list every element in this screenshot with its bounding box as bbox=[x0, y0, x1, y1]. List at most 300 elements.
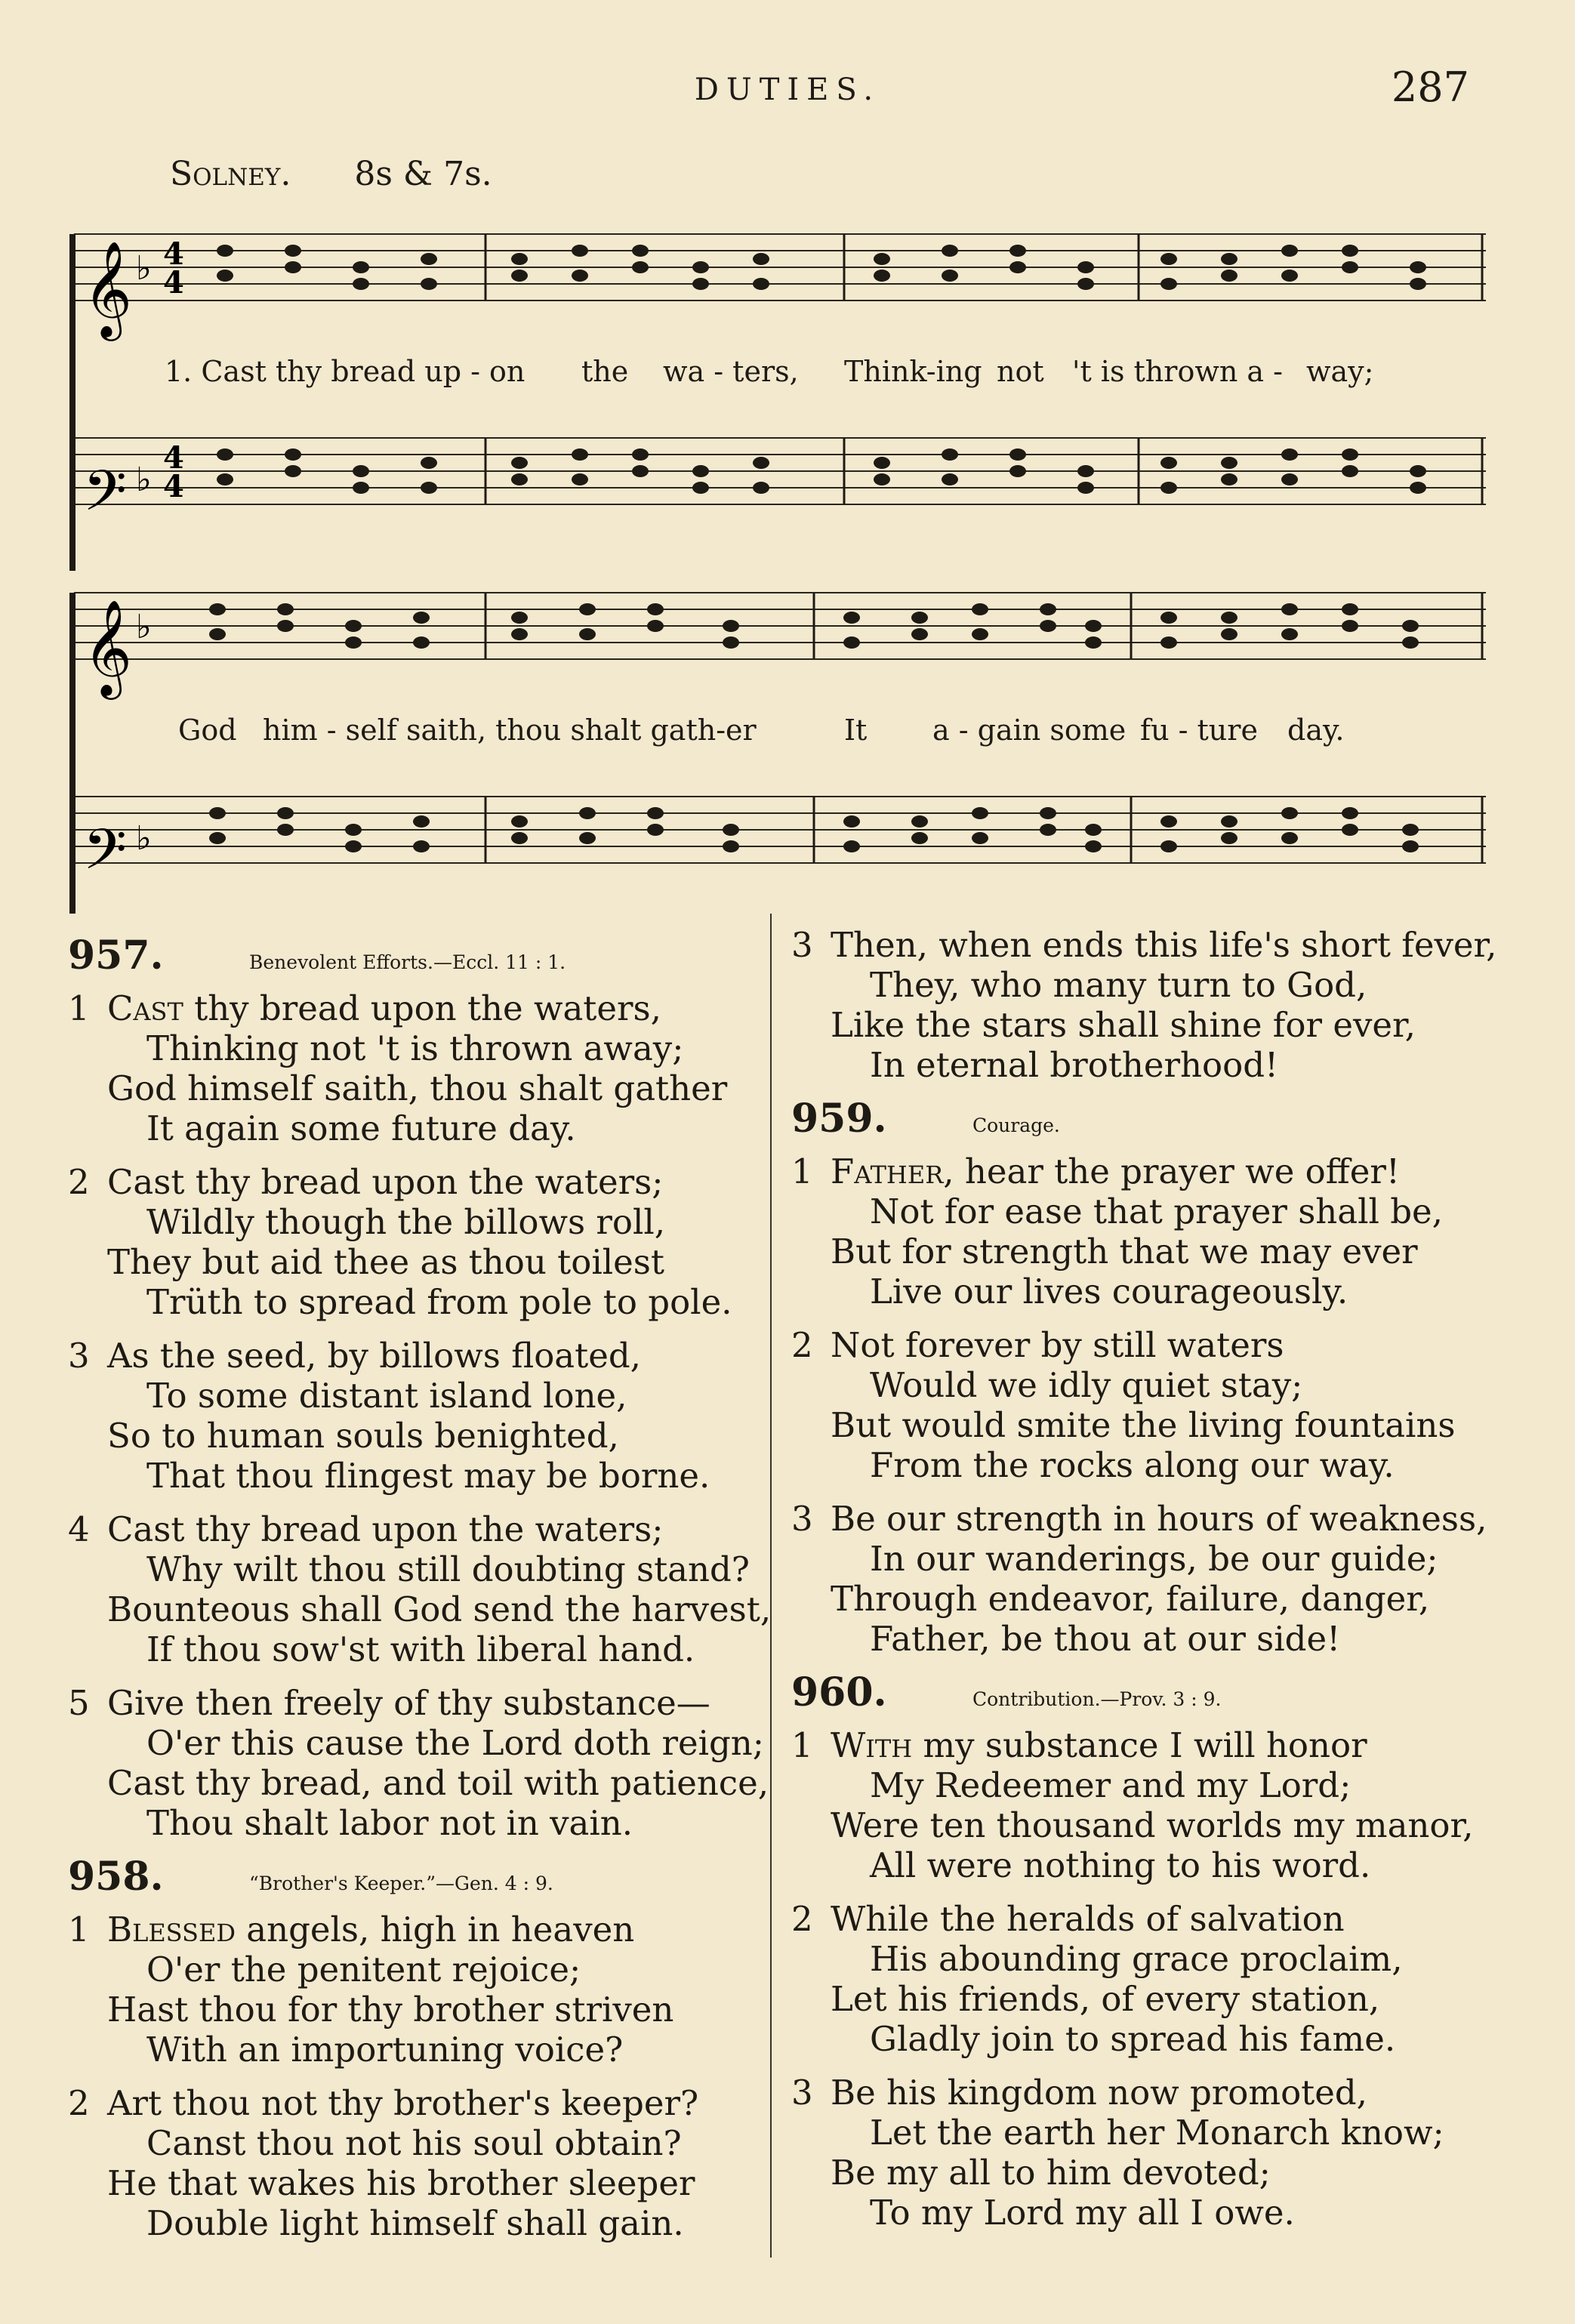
lyric-syllables: way; bbox=[1306, 355, 1374, 388]
note-head bbox=[911, 628, 928, 640]
verse-text: Let the earth her Monarch know; bbox=[870, 2113, 1444, 2153]
note-head bbox=[1160, 815, 1177, 828]
verse-text: His abounding grace proclaim, bbox=[870, 1939, 1403, 1979]
verse-lead-word: With bbox=[831, 1725, 913, 1765]
note-head bbox=[632, 465, 649, 477]
verse-text bbox=[107, 1683, 710, 1723]
verse-line bbox=[791, 1405, 1509, 1445]
note-head bbox=[1009, 448, 1026, 461]
column-divider bbox=[770, 914, 772, 2258]
note-head bbox=[1281, 473, 1298, 485]
verse-text: Thou shalt labor not in vain. bbox=[146, 1803, 633, 1843]
note-head bbox=[413, 815, 430, 828]
note-head bbox=[217, 448, 233, 461]
note-head bbox=[1009, 465, 1026, 477]
note-head bbox=[1410, 261, 1426, 273]
verse-text: With an importuning voice? bbox=[146, 2030, 624, 2070]
verse-text: To some distant island lone, bbox=[146, 1376, 627, 1416]
verse-line bbox=[791, 1191, 1509, 1231]
verse-text: Canst thou not his soul obtain? bbox=[146, 2123, 682, 2163]
verse-line bbox=[791, 2073, 1509, 2113]
note-head bbox=[1402, 620, 1419, 632]
verse-text: He that wakes his brother sleeper bbox=[107, 2163, 695, 2203]
page-number: 287 bbox=[1391, 63, 1469, 111]
note-head bbox=[511, 832, 528, 844]
note-head bbox=[511, 253, 528, 265]
note-head bbox=[942, 448, 958, 461]
verse-text: My Redeemer and my Lord; bbox=[870, 1765, 1352, 1805]
verse-text: If thou sow'st with liberal hand. bbox=[146, 1629, 695, 1669]
verse-line bbox=[791, 965, 1509, 1005]
note-head bbox=[1221, 270, 1238, 282]
stanza-number: 1 bbox=[68, 988, 90, 1028]
verse-lead-word: Cast bbox=[107, 988, 183, 1028]
verse-line bbox=[68, 1990, 747, 2030]
lyric-syllables: It bbox=[844, 714, 868, 747]
note-head bbox=[692, 278, 709, 290]
note-head bbox=[753, 482, 769, 494]
verse-line bbox=[791, 2153, 1509, 2193]
stanza-number: 3 bbox=[68, 1336, 90, 1376]
verse-line bbox=[68, 1456, 747, 1496]
verse-line bbox=[68, 2123, 747, 2163]
note-head bbox=[1040, 807, 1056, 819]
verse-line bbox=[791, 1899, 1509, 1939]
stanza bbox=[68, 1909, 747, 2070]
verse-line bbox=[68, 1683, 747, 1723]
verse-line bbox=[791, 1271, 1509, 1311]
note-head bbox=[911, 612, 928, 624]
verse-text: Cast thy bread upon the waters; bbox=[107, 1509, 664, 1549]
verse-line bbox=[68, 2083, 747, 2123]
note-head bbox=[511, 815, 528, 828]
verse-text: Like the stars shall shine for ever, bbox=[831, 1005, 1416, 1045]
note-head bbox=[217, 270, 233, 282]
note-head bbox=[413, 612, 430, 624]
note-head bbox=[843, 840, 860, 852]
verse-text: They, who many turn to God, bbox=[870, 965, 1367, 1005]
note-head bbox=[753, 278, 769, 290]
verse-text bbox=[831, 1151, 1400, 1191]
note-head bbox=[1160, 253, 1177, 265]
verse-text: Thinking not 't is thrown away; bbox=[146, 1028, 684, 1068]
note-head bbox=[1085, 620, 1102, 632]
verse-line bbox=[791, 1445, 1509, 1485]
note-head bbox=[209, 832, 226, 844]
stanza bbox=[791, 1325, 1509, 1485]
note-head bbox=[1342, 807, 1358, 819]
verse-text: thy bread upon the waters, bbox=[183, 988, 661, 1028]
treble-clef-icon: 𝄞 bbox=[83, 240, 133, 337]
verse-text: All were nothing to his word. bbox=[870, 1845, 1371, 1885]
time-signature: 4 bbox=[163, 236, 184, 272]
note-head bbox=[1160, 840, 1177, 852]
note-head bbox=[285, 448, 301, 461]
note-head bbox=[572, 245, 588, 257]
verse-line bbox=[791, 1619, 1509, 1659]
hymn-number: 957. bbox=[68, 932, 164, 979]
note-head bbox=[579, 603, 596, 615]
stanza-number: 2 bbox=[68, 2083, 90, 2123]
note-head bbox=[413, 636, 430, 649]
flat-sign-icon: ♭ bbox=[136, 819, 152, 858]
stanza-number: 3 bbox=[791, 2073, 813, 2113]
stanza bbox=[68, 2083, 747, 2243]
verse-text bbox=[107, 1162, 663, 1202]
verse-text: Live our lives courageously. bbox=[870, 1271, 1348, 1311]
verse-text: Double light himself shall gain. bbox=[146, 2203, 684, 2243]
stanza bbox=[791, 2073, 1509, 2233]
note-head bbox=[874, 253, 890, 265]
note-head bbox=[843, 612, 860, 624]
note-head bbox=[942, 473, 958, 485]
note-head bbox=[1009, 261, 1026, 273]
verse-line bbox=[68, 2203, 747, 2243]
note-head bbox=[572, 448, 588, 461]
hymn-header bbox=[68, 932, 747, 982]
note-head bbox=[345, 636, 362, 649]
verse-line bbox=[68, 1950, 747, 1990]
right-column bbox=[791, 925, 1509, 2246]
stanza bbox=[791, 1151, 1509, 1311]
note-head bbox=[1402, 824, 1419, 836]
stanza-number: 1 bbox=[68, 1909, 90, 1950]
stanza-number: 3 bbox=[791, 925, 813, 965]
verse-line bbox=[68, 1589, 772, 1629]
note-head bbox=[572, 270, 588, 282]
note-head bbox=[1160, 482, 1177, 494]
note-head bbox=[345, 824, 362, 836]
verse-text: Let his friends, of every station, bbox=[831, 1979, 1380, 2019]
verse-text: O'er the penitent rejoice; bbox=[146, 1950, 581, 1990]
note-head bbox=[421, 482, 437, 494]
left-column bbox=[68, 925, 772, 2257]
note-head bbox=[511, 457, 528, 469]
note-head bbox=[209, 603, 226, 615]
note-head bbox=[421, 253, 437, 265]
stanza-number: 2 bbox=[791, 1325, 813, 1365]
stanza-number: 3 bbox=[791, 1499, 813, 1539]
lyric-syllables: day. bbox=[1287, 714, 1345, 747]
verse-line bbox=[791, 2193, 1509, 2233]
note-head bbox=[874, 270, 890, 282]
time-signature: 4 bbox=[163, 440, 184, 476]
verse-text: As the seed, by billows floated, bbox=[107, 1336, 641, 1376]
verse-line bbox=[68, 1723, 764, 1763]
note-head bbox=[1221, 473, 1238, 485]
note-head bbox=[1281, 628, 1298, 640]
verse-text: , hear the prayer we offer! bbox=[943, 1151, 1400, 1191]
lyric-syllables: wa - ters, bbox=[663, 355, 799, 388]
note-head bbox=[1410, 482, 1426, 494]
note-head bbox=[692, 482, 709, 494]
stanza bbox=[68, 1509, 772, 1669]
note-head bbox=[572, 473, 588, 485]
verse-text: Cast thy bread upon the waters; bbox=[107, 1162, 664, 1202]
verse-text bbox=[831, 925, 1496, 965]
running-head: DUTIES. bbox=[694, 72, 881, 107]
note-head bbox=[579, 832, 596, 844]
note-head bbox=[874, 473, 890, 485]
note-head bbox=[579, 628, 596, 640]
note-head bbox=[723, 824, 739, 836]
note-head bbox=[647, 620, 664, 632]
note-head bbox=[353, 261, 369, 273]
hymn-header bbox=[68, 1854, 747, 1903]
note-head bbox=[692, 465, 709, 477]
verse-text: That thou flingest may be borne. bbox=[146, 1456, 710, 1496]
note-head bbox=[1342, 824, 1358, 836]
note-head bbox=[911, 815, 928, 828]
note-head bbox=[1221, 457, 1238, 469]
verse-line bbox=[68, 988, 747, 1028]
verse-line bbox=[791, 1045, 1509, 1085]
verse-text: angels, high in heaven bbox=[235, 1909, 635, 1950]
note-head bbox=[345, 840, 362, 852]
hymn-reference: Benevolent Efforts.—Eccl. 11 : 1. bbox=[249, 951, 566, 973]
note-head bbox=[1077, 465, 1094, 477]
verse-lead-word: Blessed bbox=[107, 1909, 236, 1950]
verse-text bbox=[107, 1909, 634, 1950]
verse-text bbox=[107, 988, 661, 1028]
note-head bbox=[511, 628, 528, 640]
verse-text: But would smite the living fountains bbox=[831, 1405, 1456, 1445]
note-head bbox=[942, 270, 958, 282]
verse-line bbox=[68, 1162, 747, 1202]
note-head bbox=[843, 636, 860, 649]
note-head bbox=[1410, 278, 1426, 290]
note-head bbox=[217, 473, 233, 485]
note-head bbox=[1281, 807, 1298, 819]
verse-text bbox=[831, 2073, 1367, 2113]
verse-text bbox=[831, 1899, 1345, 1939]
verse-line bbox=[68, 1376, 747, 1416]
verse-text: my substance I will honor bbox=[912, 1725, 1367, 1765]
verse-text: From the rocks along our way. bbox=[870, 1445, 1395, 1485]
note-head bbox=[1221, 253, 1238, 265]
stanza-number: 5 bbox=[68, 1683, 90, 1723]
note-head bbox=[1077, 261, 1094, 273]
note-head bbox=[1221, 815, 1238, 828]
verse-line bbox=[791, 1979, 1509, 2019]
note-head bbox=[1281, 245, 1298, 257]
stanza bbox=[68, 1162, 747, 1322]
lyric-syllables: fu - ture bbox=[1140, 714, 1258, 747]
stanza bbox=[791, 1899, 1509, 2059]
lyric-syllables: 't is thrown a - bbox=[1072, 355, 1283, 388]
verse-line bbox=[68, 1336, 747, 1376]
flat-sign-icon: ♭ bbox=[136, 461, 152, 499]
verse-text: Gladly join to spread his fame. bbox=[870, 2019, 1396, 2059]
note-head bbox=[1221, 832, 1238, 844]
note-head bbox=[1040, 620, 1056, 632]
verse-line bbox=[791, 2113, 1509, 2153]
hymn-number: 960. bbox=[791, 1669, 887, 1715]
staff-lines bbox=[74, 234, 1486, 863]
music-score bbox=[66, 219, 1501, 914]
verse-text: Wildly though the billows roll, bbox=[146, 1202, 666, 1242]
stanza bbox=[68, 1683, 769, 1843]
verse-line bbox=[68, 1242, 747, 1282]
time-signature: 4 bbox=[163, 469, 184, 504]
verse-line bbox=[791, 1325, 1509, 1365]
stanza-number: 2 bbox=[68, 1162, 90, 1202]
lyric-syllables: God bbox=[178, 714, 237, 747]
note-head bbox=[1009, 245, 1026, 257]
verse-text: Then, when ends this life's short fever, bbox=[831, 925, 1497, 965]
note-head bbox=[1077, 482, 1094, 494]
note-head bbox=[421, 457, 437, 469]
note-head bbox=[1160, 278, 1177, 290]
verse-text bbox=[107, 2083, 698, 2123]
stanza-number: 4 bbox=[68, 1509, 90, 1549]
note-head bbox=[647, 603, 664, 615]
verse-line bbox=[791, 925, 1509, 965]
verse-line bbox=[791, 1805, 1509, 1845]
note-head bbox=[1077, 278, 1094, 290]
note-head bbox=[874, 457, 890, 469]
verse-line bbox=[791, 1151, 1509, 1191]
verse-line bbox=[791, 1539, 1509, 1579]
note-head bbox=[753, 253, 769, 265]
note-head bbox=[972, 832, 988, 844]
note-head bbox=[511, 473, 528, 485]
flat-sign-icon: ♭ bbox=[136, 249, 152, 288]
verse-line bbox=[791, 1005, 1509, 1045]
note-head bbox=[285, 465, 301, 477]
note-head bbox=[942, 245, 958, 257]
verse-text: Not forever by still waters bbox=[831, 1325, 1284, 1365]
verse-line bbox=[791, 1365, 1509, 1405]
verse-text: Trüth to spread from pole to pole. bbox=[146, 1282, 732, 1322]
hymn-reference: “Brother's Keeper.”—Gen. 4 : 9. bbox=[249, 1872, 553, 1894]
note-head bbox=[1342, 620, 1358, 632]
lyric-syllables: Think-ing bbox=[844, 355, 982, 388]
verse-text: Be my all to him devoted; bbox=[831, 2153, 1271, 2193]
verse-text: O'er this cause the Lord doth reign; bbox=[146, 1723, 764, 1763]
note-head bbox=[277, 807, 294, 819]
note-head bbox=[723, 636, 739, 649]
treble-clef-icon: 𝄞 bbox=[83, 599, 133, 695]
verse-text: Be our strength in hours of weakness, bbox=[831, 1499, 1487, 1539]
note-head bbox=[1281, 448, 1298, 461]
hymn-header bbox=[791, 1669, 1509, 1719]
note-head bbox=[1342, 603, 1358, 615]
note-head bbox=[579, 807, 596, 819]
note-head bbox=[1160, 612, 1177, 624]
note-head bbox=[1410, 465, 1426, 477]
verse-text: Hast thou for thy brother striven bbox=[107, 1990, 674, 2030]
stanza bbox=[68, 1336, 747, 1496]
note-head bbox=[1040, 824, 1056, 836]
verse-line bbox=[68, 1416, 747, 1456]
verse-text: Not for ease that prayer shall be, bbox=[870, 1191, 1443, 1231]
verse-text: While the heralds of salvation bbox=[831, 1899, 1345, 1939]
note-head bbox=[1342, 448, 1358, 461]
verse-line bbox=[68, 1068, 747, 1108]
note-head bbox=[1342, 465, 1358, 477]
note-head bbox=[353, 482, 369, 494]
verse-text bbox=[831, 1725, 1367, 1765]
note-head bbox=[277, 603, 294, 615]
verse-text: Would we idly quiet stay; bbox=[870, 1365, 1303, 1405]
note-head bbox=[647, 807, 664, 819]
note-head bbox=[1085, 636, 1102, 649]
note-head bbox=[1342, 261, 1358, 273]
note-head bbox=[217, 245, 233, 257]
verse-line bbox=[68, 1202, 747, 1242]
note-head bbox=[723, 620, 739, 632]
note-head bbox=[632, 448, 649, 461]
note-head bbox=[511, 612, 528, 624]
note-head bbox=[753, 457, 769, 469]
note-head bbox=[277, 620, 294, 632]
verse-text: In eternal brotherhood! bbox=[870, 1045, 1279, 1085]
verse-line bbox=[791, 1939, 1509, 1979]
note-head bbox=[285, 245, 301, 257]
note-head bbox=[723, 840, 739, 852]
verse-text: Art thou not thy brother's keeper? bbox=[107, 2083, 699, 2123]
note-head bbox=[632, 245, 649, 257]
verse-line bbox=[68, 1549, 750, 1589]
verse-text: Be his kingdom now promoted, bbox=[831, 2073, 1367, 2113]
verse-line bbox=[791, 1765, 1509, 1805]
note-head bbox=[421, 278, 437, 290]
note-head bbox=[511, 270, 528, 282]
note-head bbox=[911, 832, 928, 844]
verse-text: Father, be thou at our side! bbox=[870, 1619, 1341, 1659]
verse-line bbox=[68, 1282, 747, 1322]
verse-line bbox=[68, 1803, 747, 1843]
verse-line bbox=[68, 1629, 747, 1669]
bass-clef-icon: 𝄢 bbox=[83, 458, 127, 538]
note-head bbox=[413, 840, 430, 852]
note-head bbox=[1281, 270, 1298, 282]
hymn-reference: Courage. bbox=[972, 1114, 1060, 1136]
time-signature: 4 bbox=[163, 265, 184, 301]
verse-text: God himself saith, thou shalt gather bbox=[107, 1068, 728, 1108]
stanza bbox=[68, 988, 747, 1148]
hymn-reference: Contribution.—Prov. 3 : 9. bbox=[972, 1688, 1222, 1710]
note-head bbox=[1281, 832, 1298, 844]
note-head bbox=[1040, 603, 1056, 615]
verse-text: In our wanderings, be our guide; bbox=[870, 1539, 1438, 1579]
verse-line bbox=[68, 2163, 747, 2203]
note-head bbox=[1160, 457, 1177, 469]
verse-text bbox=[107, 1336, 641, 1376]
verse-line bbox=[791, 1725, 1509, 1765]
stanza bbox=[791, 1725, 1509, 1885]
note-head bbox=[647, 824, 664, 836]
verse-line bbox=[68, 1763, 769, 1803]
hymn-number: 958. bbox=[68, 1854, 164, 1900]
lyric-syllables: him - self saith, thou shalt gath-er bbox=[263, 714, 757, 747]
verse-text: Bounteous shall God send the harvest, bbox=[107, 1589, 772, 1629]
note-head bbox=[1281, 603, 1298, 615]
note-head bbox=[1160, 636, 1177, 649]
note-head bbox=[1085, 840, 1102, 852]
hymn-header bbox=[791, 1096, 1509, 1145]
verse-line bbox=[791, 2019, 1509, 2059]
note-head bbox=[353, 278, 369, 290]
note-head bbox=[1342, 245, 1358, 257]
stanza-number: 2 bbox=[791, 1899, 813, 1939]
note-head bbox=[972, 807, 988, 819]
verse-line bbox=[68, 2030, 747, 2070]
flat-sign-icon: ♭ bbox=[136, 608, 152, 646]
note-head bbox=[692, 261, 709, 273]
verse-line bbox=[791, 1845, 1509, 1885]
